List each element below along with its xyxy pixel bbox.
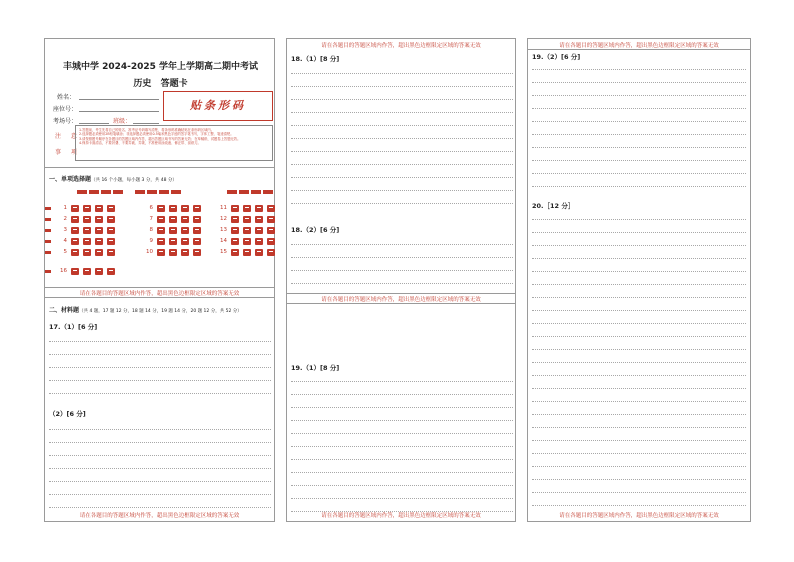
answer-column-1 <box>44 38 275 522</box>
answer-line[interactable] <box>532 284 746 285</box>
answer-line[interactable] <box>291 125 513 126</box>
question-18-1-label: 18.（1）[8 分] <box>291 55 340 63</box>
answer-bubble-10-A[interactable] <box>157 249 165 256</box>
answer-bubble-1-A[interactable] <box>71 205 79 212</box>
question-17-1-label: 17.（1）[6 分] <box>49 323 98 331</box>
note-line: 4.保持卡面清洁，不要折叠、不要弄破、弄皱，不准使用涂改液、修正带、刮纸刀。 <box>79 141 201 146</box>
example-mark <box>89 190 99 194</box>
answer-bubble-1-C[interactable] <box>95 205 103 212</box>
question-number: 14 <box>220 238 227 244</box>
exam-room-label: 考场号： <box>53 118 78 125</box>
answer-line[interactable] <box>291 177 513 178</box>
row-marker <box>45 270 51 273</box>
answer-line[interactable] <box>291 283 513 284</box>
answer-bubble-12-C[interactable] <box>255 216 263 223</box>
question-number: 3 <box>63 227 67 233</box>
answer-bubble-5-B[interactable] <box>83 249 91 256</box>
answer-bubble-4-A[interactable] <box>71 238 79 245</box>
answer-bubble-9-A[interactable] <box>157 238 165 245</box>
answer-bubble-7-C[interactable] <box>181 216 189 223</box>
answer-bubble-4-B[interactable] <box>83 238 91 245</box>
answer-line[interactable] <box>49 507 271 508</box>
question-number: 11 <box>220 205 227 211</box>
answer-line[interactable] <box>532 219 746 220</box>
answer-line[interactable] <box>532 505 746 506</box>
answer-bubble-7-B[interactable] <box>169 216 177 223</box>
example-mark <box>101 190 111 194</box>
answer-bubble-11-D[interactable] <box>267 205 275 212</box>
answer-bubble-10-C[interactable] <box>181 249 189 256</box>
question-number: 4 <box>63 238 67 244</box>
answer-bubble-11-C[interactable] <box>255 205 263 212</box>
answer-line[interactable] <box>49 455 271 456</box>
answer-line[interactable] <box>49 429 271 430</box>
row-marker <box>45 251 51 254</box>
answer-line[interactable] <box>291 446 513 447</box>
boundary-warning: 请在各题目的答题区域内作答，超出黑色边框限定区域的答案无效 <box>321 43 481 49</box>
answer-line[interactable] <box>532 147 746 148</box>
answer-line[interactable] <box>291 190 513 191</box>
answer-bubble-2-C[interactable] <box>95 216 103 223</box>
row-marker <box>45 240 51 243</box>
answer-line[interactable] <box>291 203 513 204</box>
exam-subtitle <box>45 76 276 89</box>
row-marker <box>45 229 51 232</box>
answer-bubble-7-D[interactable] <box>193 216 201 223</box>
answer-line[interactable] <box>49 354 271 355</box>
answer-line[interactable] <box>532 453 746 454</box>
answer-bubble-14-D[interactable] <box>267 238 275 245</box>
answer-line[interactable] <box>532 297 746 298</box>
answer-line[interactable] <box>49 341 271 342</box>
question-number: 7 <box>149 216 153 222</box>
answer-bubble-15-A[interactable] <box>231 249 239 256</box>
answer-bubble-9-B[interactable] <box>169 238 177 245</box>
answer-line[interactable] <box>291 270 513 271</box>
seat-field[interactable] <box>79 111 159 112</box>
answer-bubble-8-D[interactable] <box>193 227 201 234</box>
answer-bubble-10-D[interactable] <box>193 249 201 256</box>
answer-line[interactable] <box>291 498 513 499</box>
notes-label-1: 注 意 <box>55 133 81 140</box>
answer-bubble-16-C[interactable] <box>95 268 103 275</box>
divider <box>287 303 515 304</box>
answer-bubble-8-C[interactable] <box>181 227 189 234</box>
answer-line[interactable] <box>532 186 746 187</box>
exam-title: 丰城中学 2024-2025 学年上学期高二期中考试 <box>62 62 259 72</box>
note-line: 2.选择题必须使用2B铅笔填涂；非选择题必须使用0.5毫米黑色字迹的签字笔书写，字体工整、笔迹清楚。 <box>79 132 234 137</box>
answer-line[interactable] <box>532 427 746 428</box>
boundary-warning: 请在各题目的答题区域内作答，超出黑色边框限定区域的答案无效 <box>79 513 240 519</box>
example-mark <box>135 190 145 194</box>
answer-line[interactable] <box>532 82 746 83</box>
answer-line[interactable] <box>532 310 746 311</box>
note-line: 3.请按照题号顺序在各题目的答题区域内作答，超出答题区域书写的答案无效；在草稿纸、试题卷上答题无效。 <box>79 136 241 141</box>
answer-bubble-15-B[interactable] <box>243 249 251 256</box>
question-number: 9 <box>149 238 153 244</box>
question-number: 10 <box>146 249 153 255</box>
answer-line[interactable] <box>291 407 513 408</box>
answer-bubble-3-C[interactable] <box>95 227 103 234</box>
answer-bubble-6-C[interactable] <box>181 205 189 212</box>
answer-bubble-5-A[interactable] <box>71 249 79 256</box>
answer-line[interactable] <box>291 257 513 258</box>
answer-line[interactable] <box>532 160 746 161</box>
subject-label: 历史 <box>133 79 152 89</box>
notes-label-2: 事 项 <box>55 149 81 156</box>
answer-bubble-14-A[interactable] <box>231 238 239 245</box>
answer-line[interactable] <box>291 485 513 486</box>
answer-line[interactable] <box>532 349 746 350</box>
question-19-1-label: 19.（1）[8 分] <box>291 364 340 372</box>
answer-bubble-1-B[interactable] <box>83 205 91 212</box>
answer-bubble-14-C[interactable] <box>255 238 263 245</box>
answer-line[interactable] <box>291 112 513 113</box>
answer-line[interactable] <box>532 323 746 324</box>
question-number: 6 <box>149 205 153 211</box>
example-mark <box>159 190 169 194</box>
answer-line[interactable] <box>532 388 746 389</box>
answer-bubble-16-A[interactable] <box>71 268 79 275</box>
answer-line[interactable] <box>291 433 513 434</box>
answer-line[interactable] <box>49 393 271 394</box>
note-line: 1.答题前，考生先将自己的姓名、准考证号码填写清楚，将条形码准确粘贴在条形码区域内。 <box>79 128 215 132</box>
answer-bubble-3-A[interactable] <box>71 227 79 234</box>
answer-bubble-9-D[interactable] <box>193 238 201 245</box>
answer-line[interactable] <box>291 472 513 473</box>
answer-line[interactable] <box>532 414 746 415</box>
answer-line[interactable] <box>49 468 271 469</box>
answer-line[interactable] <box>532 95 746 96</box>
answer-bubble-13-C[interactable] <box>255 227 263 234</box>
answer-bubble-13-A[interactable] <box>231 227 239 234</box>
answer-bubble-7-A[interactable] <box>157 216 165 223</box>
answer-line[interactable] <box>532 401 746 402</box>
answer-line[interactable] <box>532 258 746 259</box>
answer-bubble-2-A[interactable] <box>71 216 79 223</box>
question-17-2-label: （2）[6 分] <box>49 410 86 418</box>
row-marker <box>45 218 51 221</box>
example-mark <box>77 190 87 194</box>
answer-bubble-16-D[interactable] <box>107 268 115 275</box>
answer-line[interactable] <box>532 134 746 135</box>
example-mark <box>171 190 181 194</box>
answer-column-2 <box>286 38 516 522</box>
question-number: 15 <box>220 249 227 255</box>
question-18-2-label: 18.（2）[6 分] <box>291 226 340 234</box>
answer-bubble-8-A[interactable] <box>157 227 165 234</box>
name-label: 姓名： <box>57 94 76 101</box>
boundary-warning: 请在各题目的答题区域内作答，超出黑色边框限定区域的答案无效 <box>559 513 719 519</box>
answer-line[interactable] <box>532 466 746 467</box>
answer-line[interactable] <box>532 271 746 272</box>
question-20-label: 20.［12 分］ <box>532 202 575 210</box>
answer-bubble-11-B[interactable] <box>243 205 251 212</box>
divider <box>287 293 515 294</box>
answer-column-3 <box>527 38 751 522</box>
boundary-warning: 请在各题目的答题区域内作答，超出黑色边框限定区域的答案无效 <box>79 291 240 297</box>
seat-label: 座位号： <box>53 106 78 113</box>
answer-bubble-14-B[interactable] <box>243 238 251 245</box>
answer-line[interactable] <box>291 73 513 74</box>
answer-line[interactable] <box>291 420 513 421</box>
answer-bubble-16-B[interactable] <box>83 268 91 275</box>
answer-line[interactable] <box>291 138 513 139</box>
divider <box>45 287 274 288</box>
question-number: 1 <box>63 205 67 211</box>
class-field[interactable] <box>133 123 159 124</box>
answer-bubble-15-D[interactable] <box>267 249 275 256</box>
answer-line[interactable] <box>532 375 746 376</box>
answer-bubble-2-B[interactable] <box>83 216 91 223</box>
answer-bubble-6-D[interactable] <box>193 205 201 212</box>
answer-bubble-6-B[interactable] <box>169 205 177 212</box>
answer-bubble-9-C[interactable] <box>181 238 189 245</box>
answer-bubble-10-B[interactable] <box>169 249 177 256</box>
answer-line[interactable] <box>291 99 513 100</box>
answer-bubble-1-D[interactable] <box>107 205 115 212</box>
answer-bubble-5-C[interactable] <box>95 249 103 256</box>
name-field[interactable] <box>79 99 159 100</box>
answer-line[interactable] <box>291 394 513 395</box>
answer-line[interactable] <box>532 336 746 337</box>
answer-bubble-11-A[interactable] <box>231 205 239 212</box>
answer-line[interactable] <box>291 86 513 87</box>
answer-bubble-5-D[interactable] <box>107 249 115 256</box>
example-mark <box>239 190 249 194</box>
section2-heading: 二、材料题（共 4 题，17 题 12 分，18 题 14 分，19 题 14 分，20 题 12 分，共 52 分） <box>49 307 242 314</box>
answer-line[interactable] <box>532 479 746 480</box>
answer-line[interactable] <box>291 164 513 165</box>
example-mark <box>251 190 261 194</box>
answer-bubble-15-C[interactable] <box>255 249 263 256</box>
answer-line[interactable] <box>49 367 271 368</box>
question-19-2-label: 19.（2）[6 分] <box>532 53 581 61</box>
answer-line[interactable] <box>291 151 513 152</box>
barcode-area: 贴条形码 <box>163 91 273 121</box>
question-number: 2 <box>63 216 67 222</box>
answer-bubble-4-D[interactable] <box>107 238 115 245</box>
answer-bubble-12-B[interactable] <box>243 216 251 223</box>
boundary-warning: 请在各题目的答题区域内作答，超出黑色边框限定区域的答案无效 <box>321 513 481 519</box>
answer-bubble-13-D[interactable] <box>267 227 275 234</box>
answer-bubble-3-B[interactable] <box>83 227 91 234</box>
answer-line[interactable] <box>532 173 746 174</box>
answer-line[interactable] <box>49 494 271 495</box>
notes-box <box>75 125 273 161</box>
answer-line[interactable] <box>49 380 271 381</box>
boundary-warning: 请在各题目的答题区域内作答，超出黑色边框限定区域的答案无效 <box>321 297 481 303</box>
answer-line[interactable] <box>532 69 746 70</box>
answer-bubble-8-B[interactable] <box>169 227 177 234</box>
boundary-warning: 请在各题目的答题区域内作答，超出黑色边框限定区域的答案无效 <box>559 43 719 49</box>
answer-bubble-12-D[interactable] <box>267 216 275 223</box>
answer-bubble-12-A[interactable] <box>231 216 239 223</box>
example-mark <box>227 190 237 194</box>
answer-bubble-6-A[interactable] <box>157 205 165 212</box>
answer-line[interactable] <box>532 108 746 109</box>
answer-line[interactable] <box>291 381 513 382</box>
question-number: 13 <box>220 227 227 233</box>
question-number: 12 <box>220 216 227 222</box>
answer-line[interactable] <box>291 511 513 512</box>
answer-bubble-3-D[interactable] <box>107 227 115 234</box>
question-number: 16 <box>60 268 67 274</box>
divider <box>45 167 274 168</box>
example-mark <box>147 190 157 194</box>
exam-room-field[interactable] <box>79 123 109 124</box>
answer-line[interactable] <box>532 232 746 233</box>
answer-line[interactable] <box>532 362 746 363</box>
answer-line[interactable] <box>532 440 746 441</box>
question-number: 8 <box>149 227 153 233</box>
divider <box>45 297 274 298</box>
answer-bubble-2-D[interactable] <box>107 216 115 223</box>
example-mark <box>263 190 273 194</box>
row-marker <box>45 207 51 210</box>
answer-line[interactable] <box>49 481 271 482</box>
answer-line[interactable] <box>532 245 746 246</box>
answer-line[interactable] <box>291 459 513 460</box>
question-number: 5 <box>63 249 67 255</box>
answer-line[interactable] <box>532 492 746 493</box>
card-label: 答题卡 <box>160 79 188 89</box>
section1-heading: 一、单项选择题（共 16 个小题，每小题 3 分，共 48 分） <box>49 176 177 183</box>
example-mark <box>113 190 123 194</box>
class-label: 班级： <box>113 118 132 125</box>
divider <box>528 49 750 50</box>
answer-line[interactable] <box>291 244 513 245</box>
answer-line[interactable] <box>532 121 746 122</box>
answer-bubble-13-B[interactable] <box>243 227 251 234</box>
answer-line[interactable] <box>49 442 271 443</box>
answer-bubble-4-C[interactable] <box>95 238 103 245</box>
